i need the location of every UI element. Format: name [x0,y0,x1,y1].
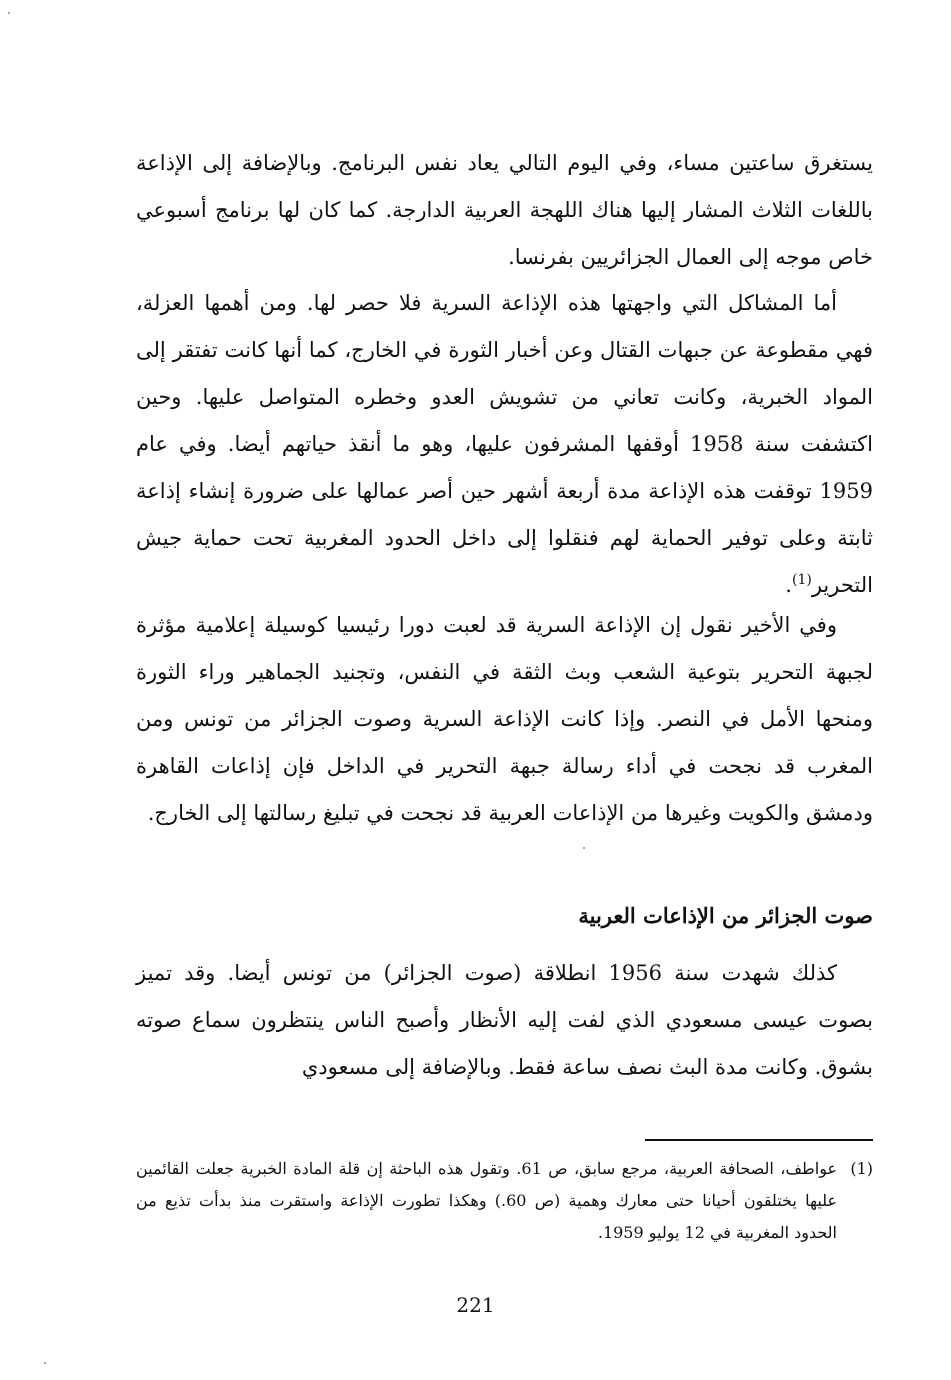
body-paragraph-3 [136,602,873,837]
paragraph-text: وفي الأخير نقول إن الإذاعة السرية قد لعبت دورا رئيسيا كوسيلة إعلامية مؤثرة لجبهة التحرير بتوعية الشعب وبث الثقة في النفس، وتجنيد الجماهير وراء الثورة ومنحها الأمل في النصر. وإذا كانت الإذاعة السرية وصوت الجزائر من تونس ومن المغرب قد نجحت في أداء رسالة جبهة التحرير في الداخل فإن إذاعات القاهرة ودمشق والكويت وغيرها من الإذاعات العربية قد نجحت في تبليغ رسالتها إلى الخارج. [136,613,873,825]
footnote [136,1153,873,1249]
footnote-reference: (1) [791,572,812,588]
body-paragraph-4 [136,950,873,1091]
paragraph-text: يستغرق ساعتين مساء، وفي اليوم التالي يعاد نفس البرنامج. وبالإضافة إلى الإذاعة باللغات الثلاث المشار إليها هناك اللهجة العربية الدارجة. كما كان لها برنامج أسبوعي خاص موجه إلى العمال الجزائريين بفرنسا. [136,151,873,269]
body-paragraph-1 [136,140,873,281]
footnote-divider [645,1139,873,1141]
paragraph-text: كذلك شهدت سنة 1956 انطلاقة (صوت الجزائر) من تونس أيضا. وقد تميز بصوت عيسى مسعودي الذي لفت إليه الأنظار وأصبح الناس ينتظرون سماع صوته بشوق. وكانت مدة البث نصف ساعة فقط. وبالإضافة إلى مسعودي [136,961,873,1079]
footnote-container [136,1153,873,1249]
paragraph-text: أما المشاكل التي واجهتها هذه الإذاعة السرية فلا حصر لها. ومن أهمها العزلة، فهي مقطوعة عن جبهات القتال وعن أخبار الثورة في الخارج، كما أنها كانت تفتقر إلى المواد الخبرية، وكانت تعاني من تشويش العدو وخطره المتواصل عليها. وحين اكتشفت سنة 1958 أوقفها المشرفون عليها، وهو ما أنقذ حياتهم أيضا. وفي عام 1959 توقفت هذه الإذاعة مدة أربعة أشهر حين أصر عمالها على ضرورة إنشاء إذاعة ثابتة وعلى توفير الحماية لهم فنقلوا إلى داخل الحدود المغربية تحت حماية جيش التحرير [136,291,873,597]
body-paragraph-2 [136,280,873,609]
page-number: 221 [456,1293,495,1317]
scan-speck [44,1362,46,1364]
scan-speck [583,847,585,849]
paragraph-end-punctuation: . [785,573,792,597]
paragraph-container [136,280,873,609]
footnote-text: عواطف، الصحافة العربية، مرجع سابق، ص 61. وتقول هذه الباحثة إن قلة المادة الخبرية جعلت القائمين عليها يختلقون أحيانا حتى معارك وهمية (ص 60.) وهكذا تطورت الإذاعة واستقرت منذ بدأت تذيع من الحدود المغربية في 12 يوليو 1959. [136,1159,838,1242]
footnote-number: (1) [850,1159,873,1178]
section-heading: صوت الجزائر من الإذاعات العربية [578,903,873,928]
scan-speck [8,12,10,14]
